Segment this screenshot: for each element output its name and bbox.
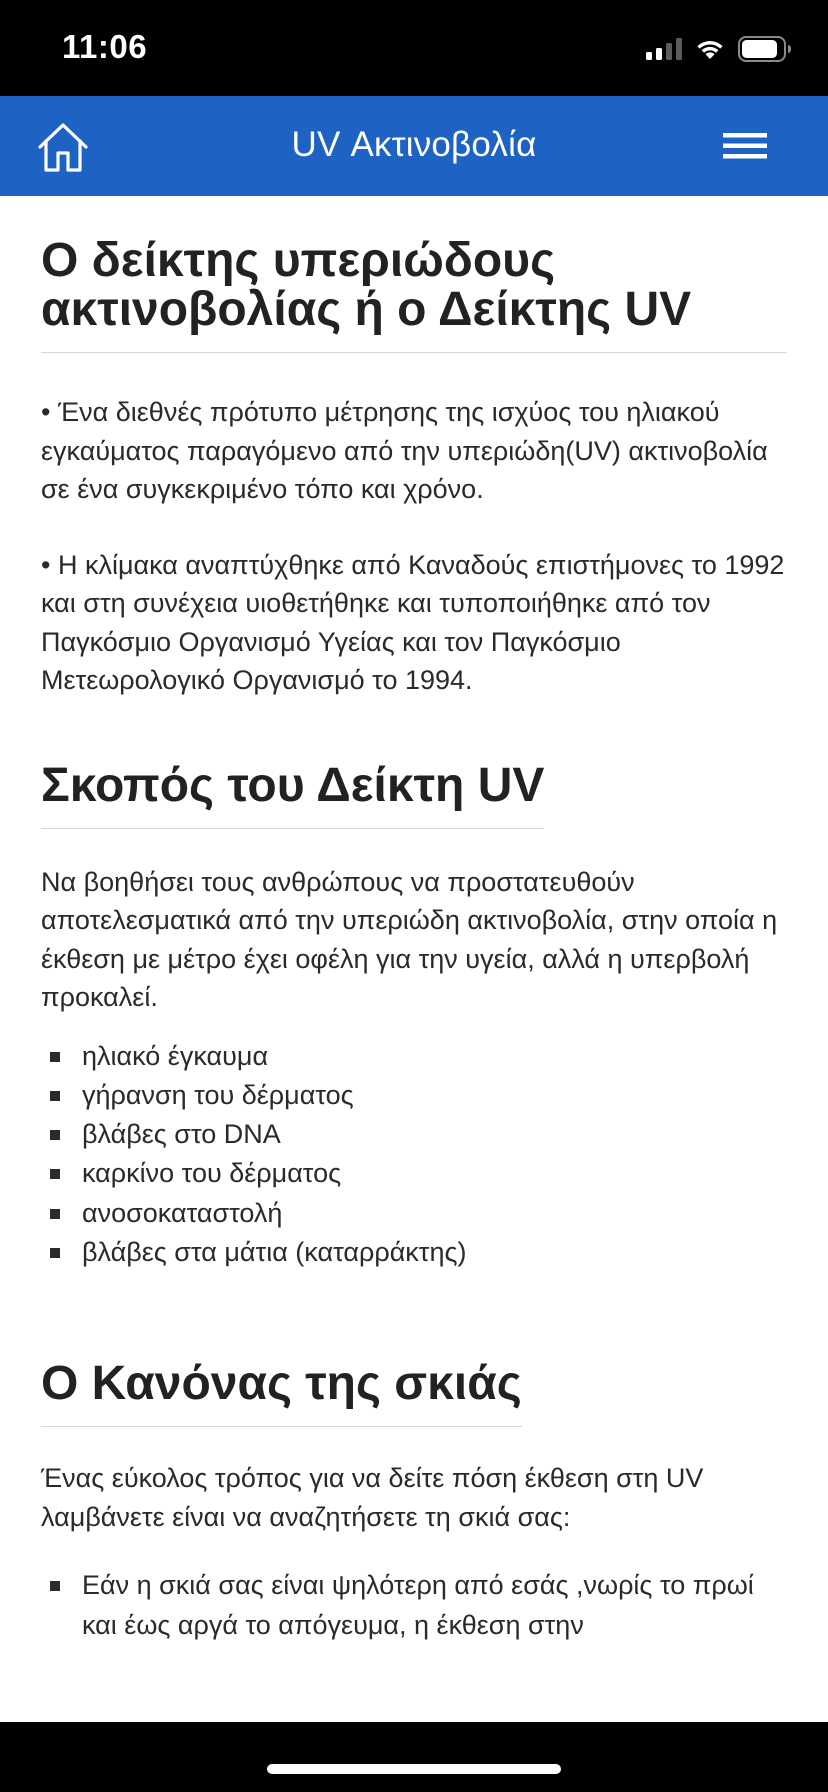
effects-list [41, 1037, 787, 1273]
paragraph-history: • Η κλίμακα αναπτύχθηκε από Καναδούς επιστήμονες το 1992 και στη συνέχεια υιοθετήθηκε και τυποποιήθηκε από τον Παγκόσμιο Οργανισμό Υγείας και τον Παγκόσμιο Μετεωρολογικό Οργανισμό το 1994. [41, 549, 785, 695]
battery-icon [738, 36, 792, 62]
list-item: ηλιακό έγκαυμα [41, 1037, 787, 1076]
status-bar [0, 0, 828, 96]
cellular-signal-icon [646, 38, 682, 60]
list-item: βλάβες στα μάτια (καταρράκτης) [41, 1233, 787, 1272]
status-icons [646, 36, 792, 62]
paragraph-purpose: Να βοηθήσει τους ανθρώπους να προστατευθούν αποτελεσματικά από την υπεριώδη ακτινοβολία, στην οποία η έκθεση με μέτρο έχει οφέλη για την υγεία, αλλά η υπερβολή προκαλεί. [41, 866, 778, 1012]
wifi-icon [694, 37, 726, 61]
status-time: 11:06 [62, 28, 148, 65]
list-item: βλάβες στο DNA [41, 1115, 787, 1154]
list-item: ανοσοκαταστολή [41, 1194, 787, 1233]
navigation-bar [0, 96, 828, 196]
list-item: γήρανση του δέρματος [41, 1076, 787, 1115]
paragraph-definition: • Ένα διεθνές πρότυπο μέτρησης της ισχύος του ηλιακού εγκαύματος παραγόμενο από την υπεριώδη(UV) ακτινοβολία σε ένα συγκεκριμένο τόπο και χρόνο. [41, 397, 768, 504]
paragraph-shadow-intro: Ένας εύκολος τρόπος για να δείτε πόση έκθεση στη UV λαμβάνετε είναι να αναζητήσετε τη σκιά σας: [41, 1463, 704, 1532]
list-item: καρκίνο του δέρματος [41, 1154, 787, 1193]
home-indicator[interactable] [267, 1764, 561, 1774]
page-title: UV Ακτινοβολία [291, 125, 537, 164]
heading-purpose: Σκοπός του Δείκτη UV [41, 758, 544, 829]
list-item: Εάν η σκιά σας είναι ψηλότερη από εσάς ,νωρίς το πρωί και έως αργά το απόγευμα, η έκθεση στην [41, 1566, 787, 1645]
heading-uv-index: Ο δείκτης υπεριώδους ακτινοβολίας ή ο Δείκτης UV [41, 236, 787, 353]
shadow-rules-list [41, 1566, 787, 1645]
hamburger-menu-icon[interactable] [720, 128, 770, 164]
heading-shadow-rule: Ο Κανόνας της σκιάς [41, 1356, 522, 1427]
home-indicator-area [0, 1722, 828, 1792]
article-content [41, 196, 787, 1645]
